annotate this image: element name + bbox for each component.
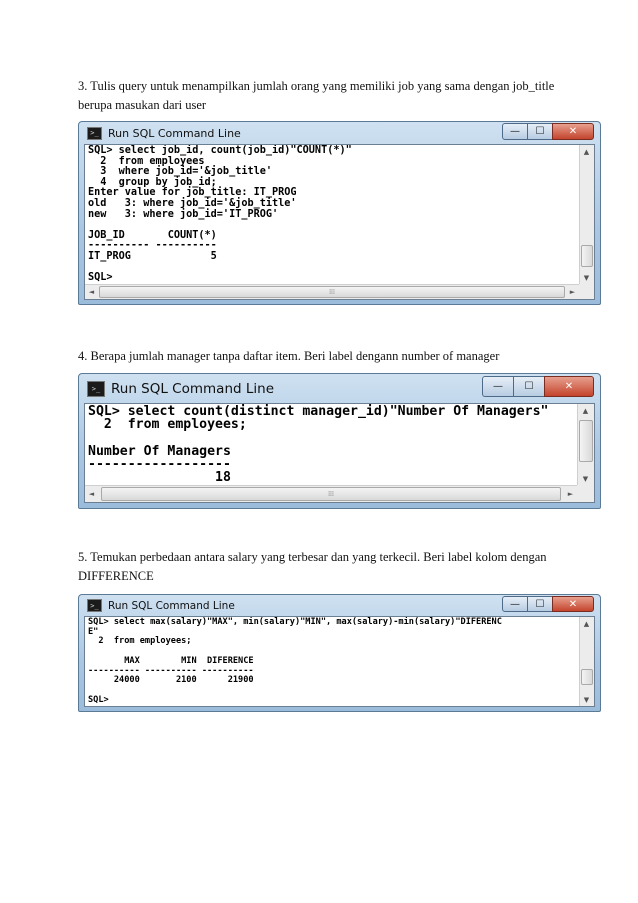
console-line: 4 group by job_id; [88,176,217,188]
close-button[interactable]: ✕ [552,596,594,612]
window-controls [503,596,594,612]
console-line: SQL> select count(distinct manager_id)"Number Of Managers" [88,404,549,419]
window-controls [483,376,594,397]
question-5: 5. Temukan perbedaan antara salary yang terbesar dan yang terkecil. Beri label kolom dengan DIFFERENCE [78,550,547,583]
console-line: SQL> select job_id, count(job_id)"COUNT(*)" [88,145,352,156]
horizontal-scroll-thumb[interactable] [99,286,565,298]
console-line: 2 from employees; [88,417,247,433]
scrollbar-corner [579,284,594,299]
scroll-down-arrow-icon[interactable]: ▼ [582,474,589,483]
console-output [85,145,579,284]
scroll-up-arrow-icon[interactable]: ▲ [582,406,589,415]
console-line: 3 where job_id='&job_title' [88,166,273,178]
scroll-up-arrow-icon[interactable]: ▲ [583,619,590,628]
scrollbar-corner [577,485,594,502]
minimize-button[interactable]: — [502,123,528,140]
scroll-left-arrow-icon[interactable]: ◄ [88,489,95,498]
console-line: SQL> select max(salary)"MAX", min(salary)"MIN", max(salary)-min(salary)"DIFERENC [88,617,502,627]
maximize-button[interactable]: ☐ [527,596,553,612]
console-line: new 3: where job_id='IT_PROG' [88,208,279,220]
console-output [85,404,577,485]
console-line: E" [88,626,99,637]
vertical-scrollbar[interactable] [577,404,594,485]
horizontal-scrollbar[interactable] [85,485,577,502]
vertical-scroll-thumb[interactable] [581,669,593,685]
scroll-up-arrow-icon[interactable]: ▲ [583,147,590,156]
vertical-scrollbar[interactable] [579,145,594,284]
console-line: IT_PROG 5 [88,250,217,262]
scroll-right-arrow-icon[interactable]: ► [569,287,576,296]
console-line: SQL> [88,272,113,284]
console-line [88,431,574,444]
title-bar[interactable] [79,595,600,616]
window-title: Run SQL Command Line [111,380,274,397]
console-line: ---------- ---------- ---------- [88,665,254,676]
console-line: Enter value for job_title: IT_PROG [88,187,297,199]
vertical-scroll-thumb[interactable] [579,420,593,462]
console-line: ---------- ---------- [88,240,217,252]
console-line: Number Of Managers [88,443,231,459]
console-line: 2 from employees [88,155,205,167]
scroll-right-arrow-icon[interactable]: ► [567,489,574,498]
console-line: MAX MIN DIFERENCE [88,655,254,666]
scroll-down-arrow-icon[interactable]: ▼ [583,695,590,704]
sql-window-3[interactable] [78,594,601,712]
scroll-left-arrow-icon[interactable]: ◄ [88,287,95,296]
console-line [88,686,576,696]
title-bar[interactable] [79,374,600,403]
horizontal-scroll-thumb[interactable] [101,487,561,501]
minimize-button[interactable]: — [502,596,528,612]
terminal-icon: >_ [87,127,102,140]
console-line: 2 from employees; [88,636,192,647]
terminal-icon: >_ [87,381,105,397]
window-title: Run SQL Command Line [108,599,235,612]
horizontal-scrollbar[interactable] [85,284,579,299]
console-output [85,617,579,706]
console-area[interactable] [84,403,595,503]
vertical-scrollbar[interactable] [579,617,594,706]
question-4: 4. Berapa jumlah manager tanpa daftar item. Beri label dengann number of manager [78,349,500,363]
sql-window-2[interactable] [78,373,601,509]
console-line: JOB_ID COUNT(*) [88,229,217,241]
console-area[interactable] [84,616,595,707]
terminal-icon: >_ [87,599,102,612]
console-line: ------------------ [88,456,231,472]
close-button[interactable]: ✕ [544,376,594,397]
title-bar[interactable] [79,122,600,144]
console-line [88,263,576,274]
console-line: SQL> [88,694,109,705]
scroll-down-arrow-icon[interactable]: ▼ [583,273,590,282]
window-title: Run SQL Command Line [108,126,241,140]
console-line: old 3: where job_id='&job_title' [88,197,297,209]
console-line: 24000 2100 21900 [88,675,254,686]
maximize-button[interactable]: ☐ [527,123,553,140]
grip-icon: ⁞⁞⁞ [328,490,334,498]
close-button[interactable]: ✕ [552,123,594,140]
maximize-button[interactable]: ☐ [513,376,545,397]
window-controls [503,123,594,140]
console-line: 18 [88,470,231,485]
sql-window-1[interactable] [78,121,601,305]
grip-icon: ⁞⁞⁞ [329,288,335,296]
minimize-button[interactable]: — [482,376,514,397]
console-area[interactable] [84,144,595,300]
vertical-scroll-thumb[interactable] [581,245,593,267]
question-3: 3. Tulis query untuk menampilkan jumlah orang yang memiliki job yang sama dengan job_title berupa masukan dari user [78,79,555,112]
